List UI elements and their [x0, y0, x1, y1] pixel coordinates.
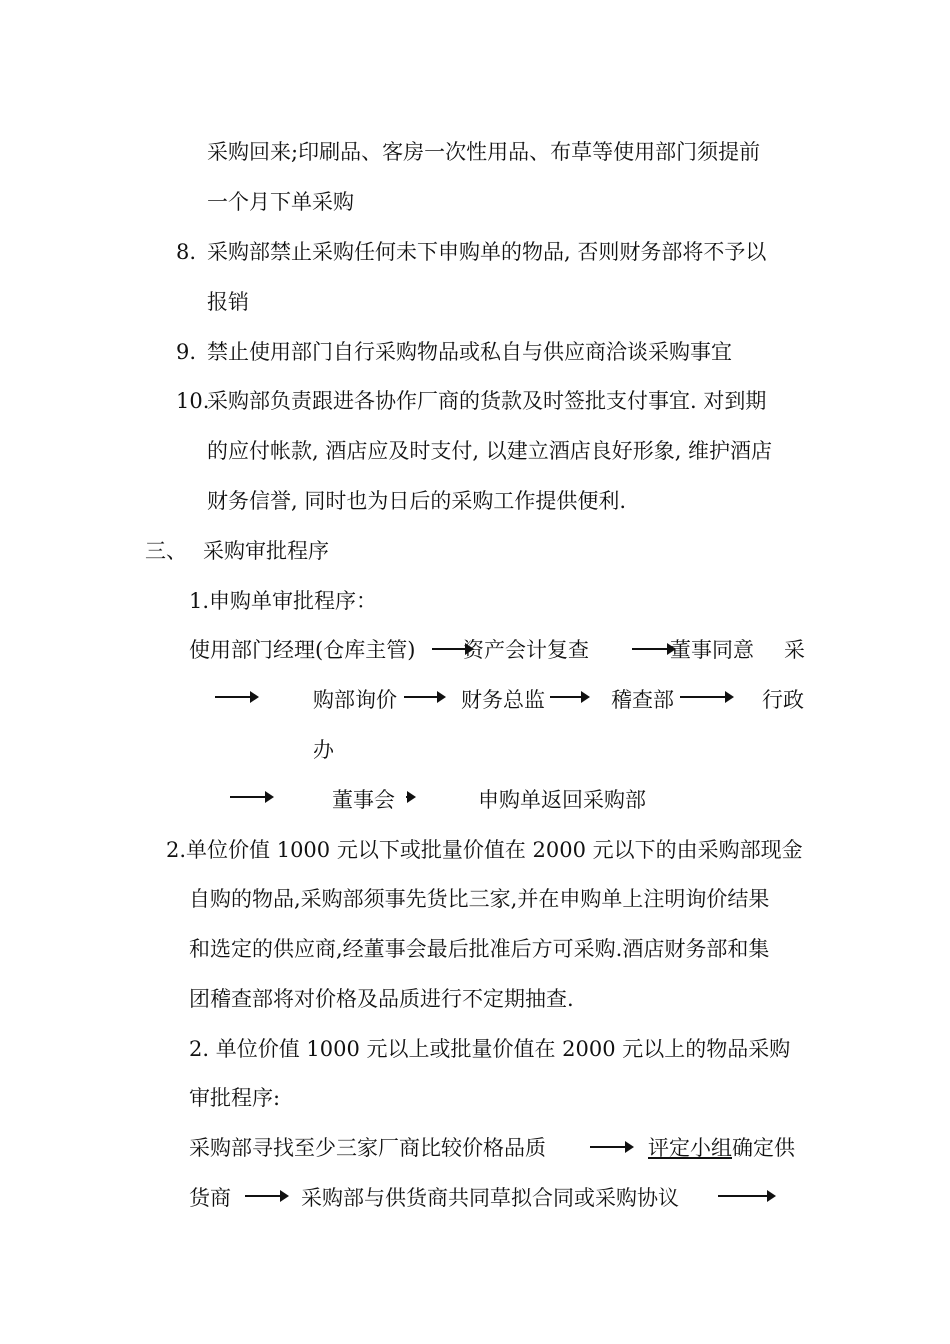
flow-node: 董事同意 — [670, 638, 754, 662]
flow-arrow-icon — [215, 696, 257, 698]
flow-arrow-icon — [550, 696, 588, 698]
paragraph-line: 自购的物品,采购部须事先货比三家,并在申购单上注明询价结果 — [189, 887, 770, 911]
section-title: 采购审批程序 — [203, 539, 329, 563]
paragraph-line: 2.单位价值 1000 元以下或批量价值在 2000 元以下的由采购部现金 — [166, 838, 803, 862]
flow-node: 办 — [313, 738, 334, 762]
flow-node: 行政 — [762, 688, 804, 712]
list-number: 9. — [176, 340, 197, 364]
flow-arrow-icon — [406, 796, 414, 798]
flow-node-text: 确定供 — [732, 1136, 795, 1160]
flow-arrow-icon — [245, 1195, 287, 1197]
subsection-title: 1.申购单审批程序： — [189, 589, 378, 613]
list-number: 8. — [176, 240, 197, 264]
paragraph-line: 团稽查部将对价格及品质进行不定期抽查. — [189, 987, 574, 1011]
paragraph-line: 审批程序: — [189, 1086, 281, 1110]
flow-node: 货商 — [189, 1186, 231, 1210]
underlined-term: 评定小组 — [648, 1136, 732, 1160]
flow-arrow-icon — [718, 1195, 774, 1197]
flow-arrow-icon — [404, 696, 444, 698]
flow-node: 财务总监 — [461, 688, 545, 712]
list-item-line: 报销 — [207, 290, 249, 314]
flow-node: 申购单返回采购部 — [478, 788, 646, 812]
list-item-line: 的应付帐款, 酒店应及时支付, 以建立酒店良好形象, 维护酒店 — [207, 439, 773, 463]
section-number: 三、 — [145, 539, 187, 563]
list-item-line: 采购部禁止采购任何未下申购单的物品, 否则财务部将不予以 — [207, 240, 767, 264]
flow-node: 采 — [784, 638, 805, 662]
flow-arrow-icon — [590, 1146, 632, 1148]
flow-node — [648, 1133, 795, 1163]
paragraph-line: 2. 单位价值 1000 元以上或批量价值在 2000 元以上的物品采购 — [189, 1037, 791, 1061]
flow-arrow-icon — [230, 796, 272, 798]
paragraph-line: 一个月下单采购 — [207, 190, 354, 214]
flow-node: 采购部与供货商共同草拟合同或采购协议 — [301, 1186, 679, 1210]
flow-node: 采购部寻找至少三家厂商比较价格品质 — [189, 1136, 546, 1160]
list-item-line: 采购部负责跟进各协作厂商的货款及时签批支付事宜. 对到期 — [207, 389, 767, 413]
list-number: 10. — [176, 389, 210, 413]
flow-node: 购部询价 — [313, 688, 397, 712]
list-item-line: 财务信誉, 同时也为日后的采购工作提供便利. — [207, 489, 627, 513]
flow-node: 稽查部 — [611, 688, 674, 712]
paragraph-line: 和选定的供应商,经董事会最后批准后方可采购.酒店财务部和集 — [189, 937, 770, 961]
flow-node: 董事会 — [332, 788, 395, 812]
list-item-line: 禁止使用部门自行采购物品或私自与供应商洽谈采购事宜 — [207, 340, 732, 364]
flow-node: 资产会计复查 — [463, 638, 589, 662]
paragraph-line: 采购回来;印刷品、客房一次性用品、布草等使用部门须提前 — [207, 140, 761, 164]
flow-arrow-icon — [632, 648, 674, 650]
flow-node: 使用部门经理(仓库主管) — [189, 638, 416, 662]
flow-arrow-icon — [680, 696, 732, 698]
